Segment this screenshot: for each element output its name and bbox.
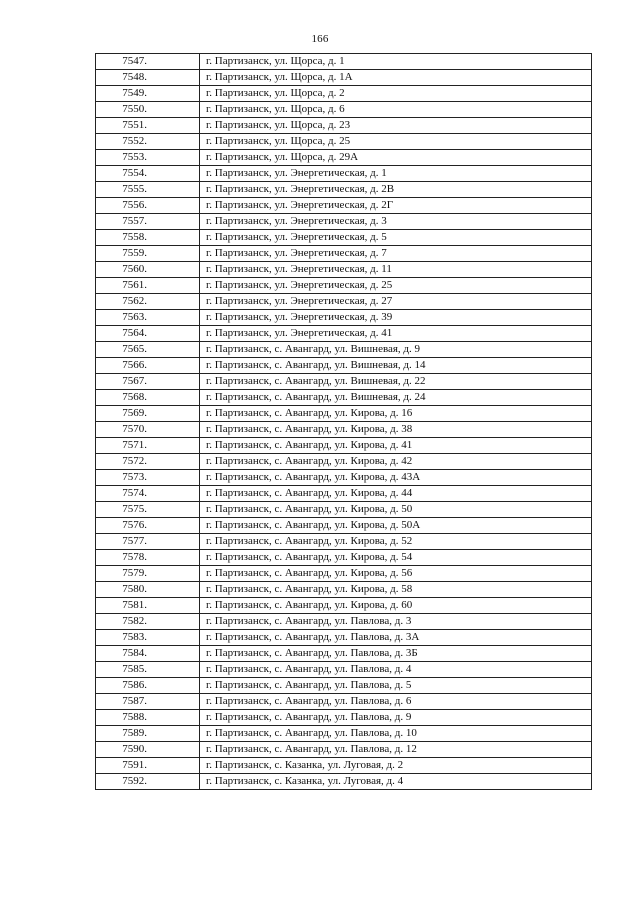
table-row	[96, 758, 592, 774]
row-number: 7585.	[96, 662, 200, 678]
row-number: 7549.	[96, 86, 200, 102]
row-address: г. Партизанск, ул. Энергетическая, д. 25	[200, 278, 592, 294]
table-row	[96, 470, 592, 486]
table-row	[96, 662, 592, 678]
address-table	[95, 53, 592, 790]
row-address: г. Партизанск, с. Авангард, ул. Кирова, д. 38	[200, 422, 592, 438]
table-row	[96, 358, 592, 374]
row-number: 7562.	[96, 294, 200, 310]
row-number: 7567.	[96, 374, 200, 390]
table-row	[96, 246, 592, 262]
row-address: г. Партизанск, с. Авангард, ул. Кирова, д. 42	[200, 454, 592, 470]
table-row	[96, 486, 592, 502]
row-address: г. Партизанск, ул. Энергетическая, д. 27	[200, 294, 592, 310]
table-row	[96, 390, 592, 406]
row-address: г. Партизанск, с. Авангард, ул. Кирова, д. 58	[200, 582, 592, 598]
row-number: 7573.	[96, 470, 200, 486]
row-address: г. Партизанск, с. Авангард, ул. Павлова, д. 9	[200, 710, 592, 726]
table-row	[96, 534, 592, 550]
row-address: г. Партизанск, ул. Щорса, д. 29А	[200, 150, 592, 166]
row-address: г. Партизанск, с. Авангард, ул. Павлова, д. 3	[200, 614, 592, 630]
row-number: 7548.	[96, 70, 200, 86]
row-address: г. Партизанск, с. Авангард, ул. Вишневая, д. 22	[200, 374, 592, 390]
table-row	[96, 726, 592, 742]
row-number: 7563.	[96, 310, 200, 326]
table-row	[96, 518, 592, 534]
row-address: г. Партизанск, с. Авангард, ул. Кирова, д. 41	[200, 438, 592, 454]
row-number: 7578.	[96, 550, 200, 566]
table-row	[96, 438, 592, 454]
row-address: г. Партизанск, ул. Щорса, д. 25	[200, 134, 592, 150]
row-number: 7571.	[96, 438, 200, 454]
table-row	[96, 150, 592, 166]
row-number: 7553.	[96, 150, 200, 166]
row-address: г. Партизанск, ул. Энергетическая, д. 1	[200, 166, 592, 182]
row-address: г. Партизанск, ул. Энергетическая, д. 7	[200, 246, 592, 262]
row-number: 7559.	[96, 246, 200, 262]
table-row	[96, 118, 592, 134]
table-row	[96, 598, 592, 614]
table-row	[96, 582, 592, 598]
table-row	[96, 294, 592, 310]
row-address: г. Партизанск, с. Авангард, ул. Вишневая, д. 14	[200, 358, 592, 374]
row-number: 7560.	[96, 262, 200, 278]
row-number: 7558.	[96, 230, 200, 246]
row-number: 7568.	[96, 390, 200, 406]
row-address: г. Партизанск, ул. Энергетическая, д. 3	[200, 214, 592, 230]
row-number: 7577.	[96, 534, 200, 550]
table-row	[96, 166, 592, 182]
row-number: 7547.	[96, 54, 200, 70]
row-address: г. Партизанск, с. Авангард, ул. Кирова, д. 60	[200, 598, 592, 614]
table-row	[96, 774, 592, 790]
row-number: 7590.	[96, 742, 200, 758]
table-row	[96, 278, 592, 294]
row-address: г. Партизанск, ул. Щорса, д. 23	[200, 118, 592, 134]
table-row	[96, 310, 592, 326]
row-number: 7580.	[96, 582, 200, 598]
row-number: 7584.	[96, 646, 200, 662]
table-row	[96, 326, 592, 342]
row-address: г. Партизанск, с. Авангард, ул. Павлова, д. 10	[200, 726, 592, 742]
table-row	[96, 374, 592, 390]
row-address: г. Партизанск, с. Казанка, ул. Луговая, д. 4	[200, 774, 592, 790]
row-address: г. Партизанск, с. Авангард, ул. Павлова, д. 5	[200, 678, 592, 694]
row-address: г. Партизанск, с. Авангард, ул. Павлова, д. 3А	[200, 630, 592, 646]
row-number: 7550.	[96, 102, 200, 118]
table-row	[96, 422, 592, 438]
table-row	[96, 134, 592, 150]
table-row	[96, 230, 592, 246]
row-address: г. Партизанск, с. Авангард, ул. Павлова, д. 4	[200, 662, 592, 678]
table-row	[96, 182, 592, 198]
table-row	[96, 502, 592, 518]
row-address: г. Партизанск, с. Авангард, ул. Кирова, д. 56	[200, 566, 592, 582]
table-row	[96, 54, 592, 70]
row-address: г. Партизанск, ул. Щорса, д. 1А	[200, 70, 592, 86]
table-row	[96, 262, 592, 278]
row-number: 7555.	[96, 182, 200, 198]
row-address: г. Партизанск, с. Авангард, ул. Павлова, д. 12	[200, 742, 592, 758]
table-row	[96, 710, 592, 726]
table-row	[96, 678, 592, 694]
row-address: г. Партизанск, с. Авангард, ул. Кирова, д. 54	[200, 550, 592, 566]
row-number: 7574.	[96, 486, 200, 502]
row-address: г. Партизанск, с. Авангард, ул. Вишневая, д. 9	[200, 342, 592, 358]
row-address: г. Партизанск, ул. Щорса, д. 6	[200, 102, 592, 118]
row-address: г. Партизанск, ул. Энергетическая, д. 5	[200, 230, 592, 246]
row-address: г. Партизанск, с. Казанка, ул. Луговая, д. 2	[200, 758, 592, 774]
row-number: 7556.	[96, 198, 200, 214]
row-address: г. Партизанск, ул. Энергетическая, д. 2Г	[200, 198, 592, 214]
row-address: г. Партизанск, с. Авангард, ул. Павлова, д. 6	[200, 694, 592, 710]
row-number: 7557.	[96, 214, 200, 230]
table-row	[96, 102, 592, 118]
row-number: 7572.	[96, 454, 200, 470]
table-row	[96, 406, 592, 422]
row-address: г. Партизанск, с. Авангард, ул. Кирова, д. 16	[200, 406, 592, 422]
table-row	[96, 694, 592, 710]
row-address: г. Партизанск, ул. Энергетическая, д. 41	[200, 326, 592, 342]
row-number: 7570.	[96, 422, 200, 438]
row-address: г. Партизанск, ул. Энергетическая, д. 11	[200, 262, 592, 278]
row-address: г. Партизанск, ул. Щорса, д. 2	[200, 86, 592, 102]
page-number: 166	[311, 33, 329, 45]
row-number: 7554.	[96, 166, 200, 182]
row-number: 7589.	[96, 726, 200, 742]
row-address: г. Партизанск, с. Авангард, ул. Кирова, д. 50А	[200, 518, 592, 534]
row-number: 7576.	[96, 518, 200, 534]
row-number: 7569.	[96, 406, 200, 422]
table-row	[96, 550, 592, 566]
table-row	[96, 566, 592, 582]
row-address: г. Партизанск, с. Авангард, ул. Кирова, д. 50	[200, 502, 592, 518]
row-address: г. Партизанск, с. Авангард, ул. Кирова, д. 44	[200, 486, 592, 502]
row-number: 7561.	[96, 278, 200, 294]
table-row	[96, 342, 592, 358]
address-table-body	[96, 54, 592, 790]
row-number: 7582.	[96, 614, 200, 630]
row-number: 7583.	[96, 630, 200, 646]
table-row	[96, 86, 592, 102]
row-number: 7586.	[96, 678, 200, 694]
table-row	[96, 646, 592, 662]
row-number: 7565.	[96, 342, 200, 358]
row-address: г. Партизанск, ул. Щорса, д. 1	[200, 54, 592, 70]
row-number: 7579.	[96, 566, 200, 582]
row-address: г. Партизанск, с. Авангард, ул. Вишневая, д. 24	[200, 390, 592, 406]
row-number: 7588.	[96, 710, 200, 726]
row-number: 7551.	[96, 118, 200, 134]
row-address: г. Партизанск, ул. Энергетическая, д. 2В	[200, 182, 592, 198]
row-number: 7592.	[96, 774, 200, 790]
row-number: 7566.	[96, 358, 200, 374]
row-number: 7575.	[96, 502, 200, 518]
table-row	[96, 742, 592, 758]
row-address: г. Партизанск, с. Авангард, ул. Кирова, д. 52	[200, 534, 592, 550]
row-number: 7587.	[96, 694, 200, 710]
row-address: г. Партизанск, ул. Энергетическая, д. 39	[200, 310, 592, 326]
row-address: г. Партизанск, с. Авангард, ул. Павлова, д. 3Б	[200, 646, 592, 662]
row-number: 7591.	[96, 758, 200, 774]
table-row	[96, 630, 592, 646]
row-number: 7581.	[96, 598, 200, 614]
row-number: 7552.	[96, 134, 200, 150]
row-number: 7564.	[96, 326, 200, 342]
table-row	[96, 70, 592, 86]
table-row	[96, 614, 592, 630]
row-address: г. Партизанск, с. Авангард, ул. Кирова, д. 43А	[200, 470, 592, 486]
table-row	[96, 214, 592, 230]
table-row	[96, 198, 592, 214]
table-row	[96, 454, 592, 470]
